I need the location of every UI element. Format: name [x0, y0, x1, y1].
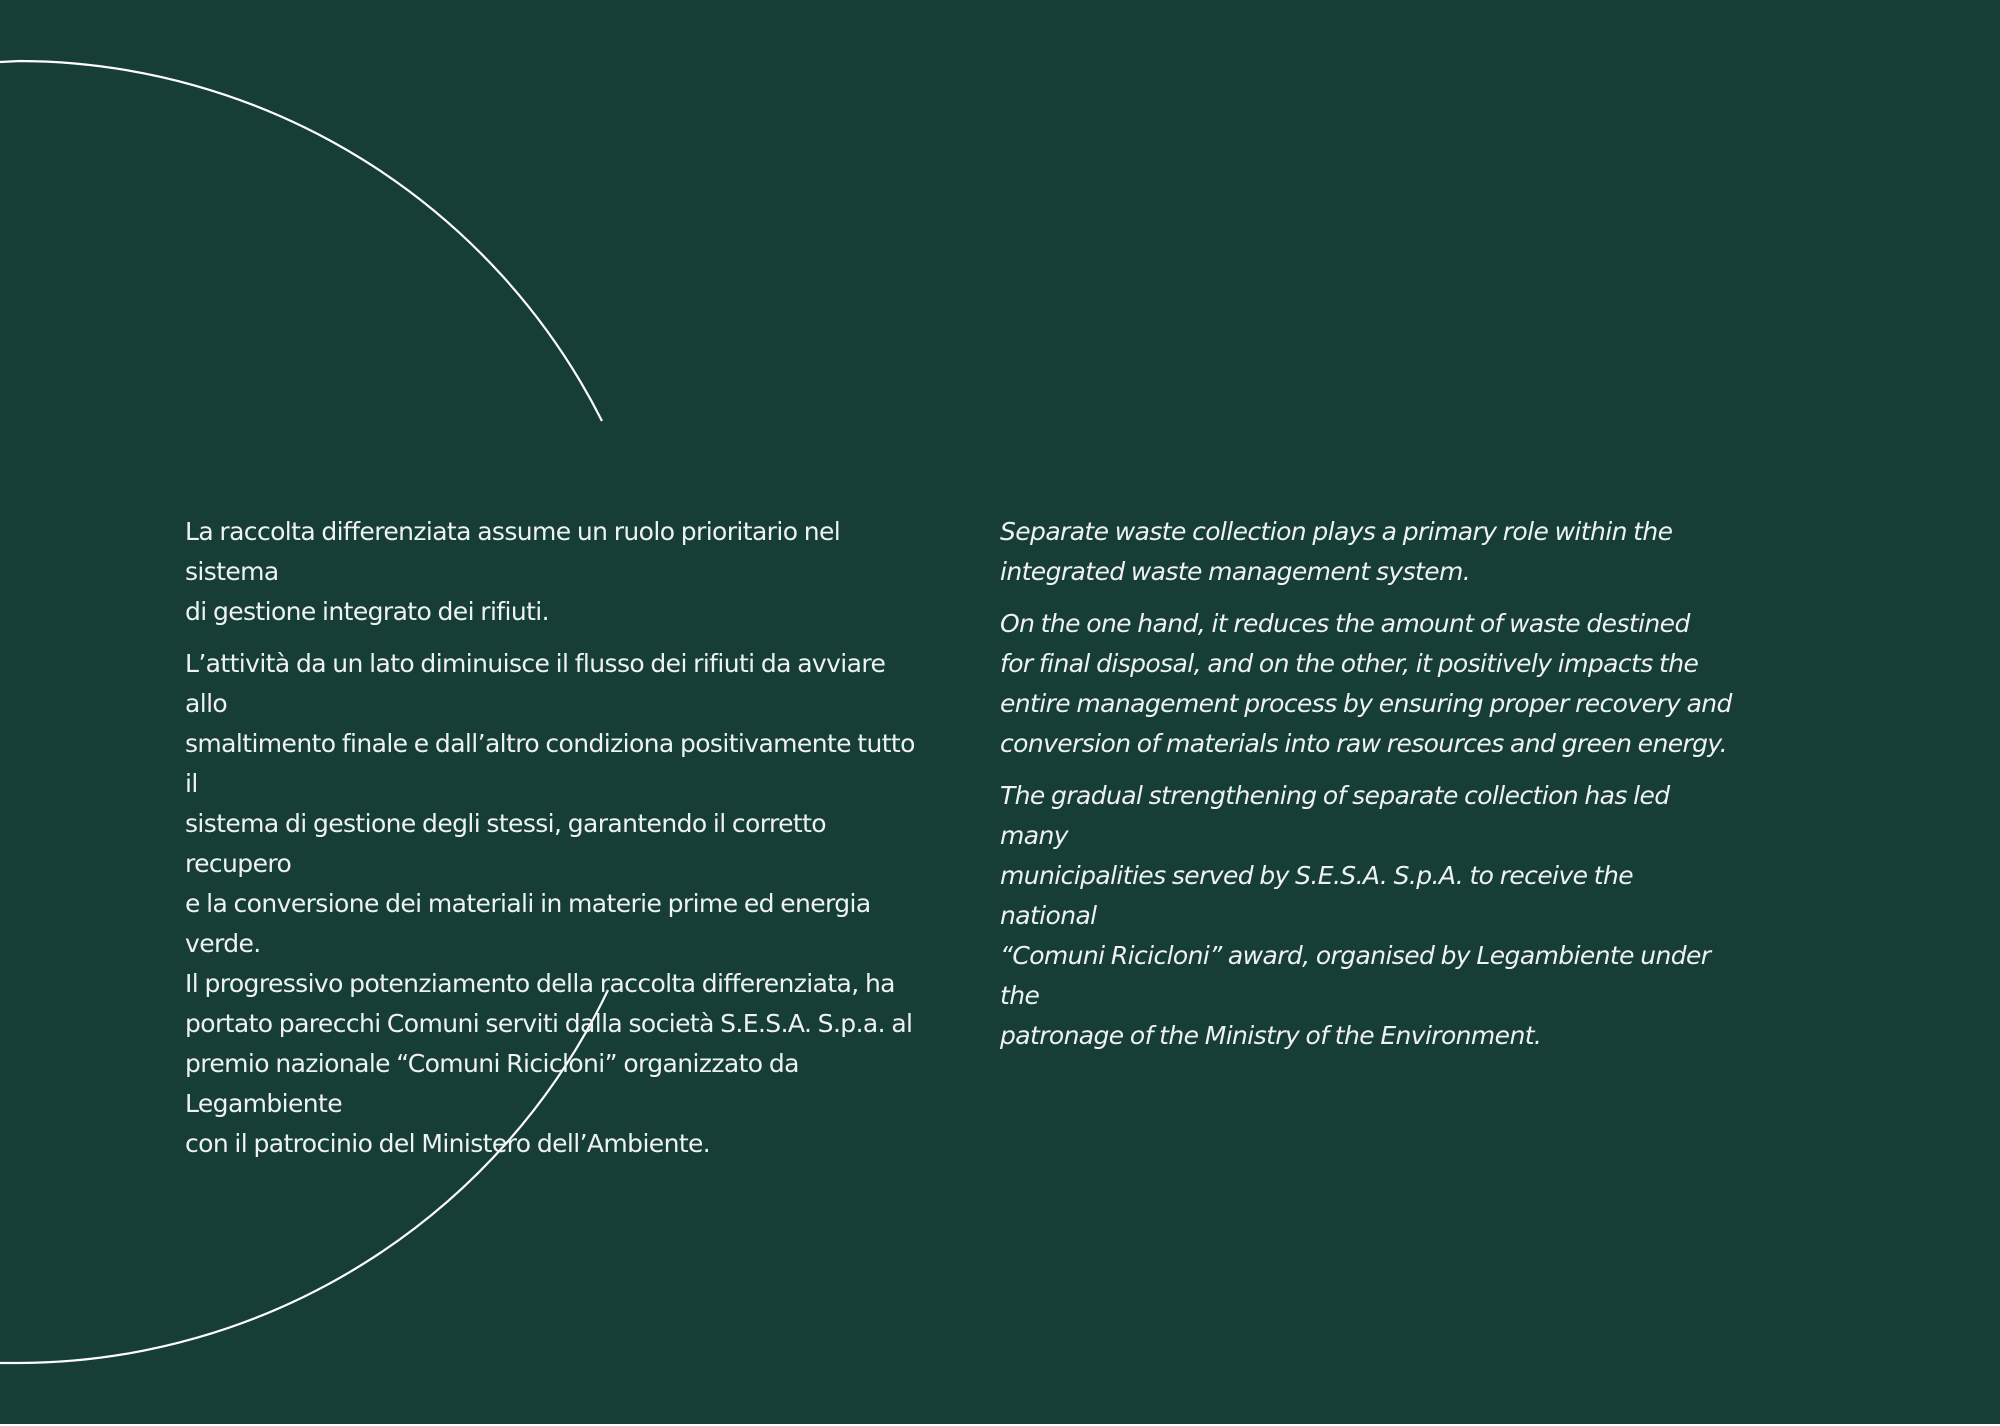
- english-text-column: [1000, 512, 1735, 1068]
- italian-body-paragraph: L’attività da un lato diminuisce il flusso dei rifiuti da avviare allo smaltimento finale e dall’altro condiziona positivamente tutto il sistema di gestione degli stessi, garantendo il corretto recupero e la conversione dei materiali in materie prime ed energia verde. Il progressivo potenziamento della raccolta differenziata, ha portato parecchi Comuni serviti dalla società S.E.S.A. S.p.a. al premio nazionale “Comuni Ricicloni” organizzato da Legambiente con il patrocinio del Ministero dell’Ambiente.: [185, 649, 915, 1158]
- italian-intro-paragraph: La raccolta differenziata assume un ruolo prioritario nel sistema di gestione integrato dei rifiuti.: [185, 517, 841, 626]
- upper-arc-segment: [0, 61, 602, 421]
- italian-text-column: [185, 512, 920, 1176]
- english-award-paragraph: The gradual strengthening of separate collection has led many municipalities served by S.E.S.A. S.p.A. to receive the national “Comuni Ricicloni” award, organised by Legambiente under the patronage of the Ministry of the Environment.: [1000, 781, 1711, 1050]
- english-intro-paragraph: Separate waste collection plays a primary role within the integrated waste management system.: [1000, 517, 1673, 586]
- english-body-paragraph: On the one hand, it reduces the amount of waste destined for final disposal, and on the other, it positively impacts the entire management process by ensuring proper recovery and conversion of materials into raw resources and green energy.: [1000, 609, 1732, 758]
